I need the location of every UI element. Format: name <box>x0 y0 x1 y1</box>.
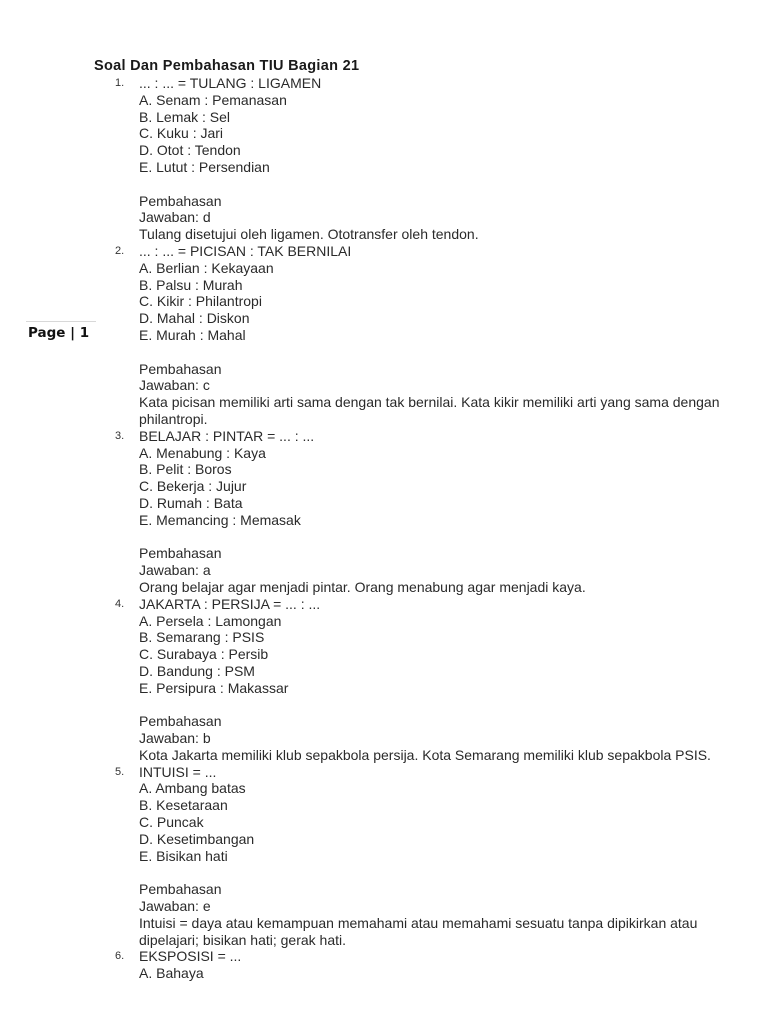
explanation-heading: Pembahasan <box>139 545 222 562</box>
question-number: 5. <box>115 765 125 778</box>
explanation-text: Orang belajar agar menjadi pintar. Orang menabung agar menjadi kaya. <box>139 578 586 595</box>
question-item <box>0 428 768 596</box>
answer-option: A. Senam : Pemanasan <box>139 91 287 108</box>
explanation-text: Intuisi = daya atau kemampuan memahami atau memahami sesuatu tanpa dipikirkan atau dipelajari; bisikan hati; gerak hati. <box>139 914 698 948</box>
explanation-text: Tulang disetujui oleh ligamen. Ototransfer oleh tendon. <box>139 226 479 243</box>
question-number: 1. <box>115 77 125 89</box>
question-number: 2. <box>115 244 125 257</box>
answer-option: B. Pelit : Boros <box>139 461 232 478</box>
answer-key: Jawaban: e <box>139 898 211 915</box>
question-list <box>0 75 768 982</box>
answer-option: D. Mahal : Diskon <box>139 310 250 327</box>
answer-option: A. Persela : Lamongan <box>139 612 282 629</box>
answer-option: C. Surabaya : Persib <box>139 646 269 663</box>
answer-option: D. Bandung : PSM <box>139 662 255 679</box>
answer-key: Jawaban: b <box>139 730 211 747</box>
answer-option: A. Berlian : Kekayaan <box>139 259 274 276</box>
answer-option: D. Kesetimbangan <box>139 830 255 847</box>
answer-option: C. Bekerja : Jujur <box>139 478 247 495</box>
answer-option: A. Menabung : Kaya <box>139 444 266 461</box>
question-item <box>0 596 768 764</box>
explanation-text: Kota Jakarta memiliki klub sepakbola persija. Kota Semarang memiliki klub sepakbola PSIS. <box>139 746 711 763</box>
answer-option: A. Bahaya <box>139 965 204 982</box>
question-item <box>0 764 768 949</box>
explanation-heading: Pembahasan <box>139 881 222 898</box>
answer-option: B. Palsu : Murah <box>139 276 243 293</box>
answer-key: Jawaban: a <box>139 562 211 579</box>
question-prompt: EKSPOSISI = ... <box>139 948 242 965</box>
answer-option: E. Bisikan hati <box>139 847 228 864</box>
explanation-heading: Pembahasan <box>139 713 222 730</box>
answer-key: Jawaban: c <box>139 377 210 394</box>
question-number: 4. <box>115 597 125 610</box>
document-title: Soal Dan Pembahasan TIU Bagian 21 <box>94 58 360 74</box>
question-number: 6. <box>115 950 125 963</box>
answer-option: E. Memancing : Memasak <box>139 511 301 528</box>
question-number: 3. <box>115 429 125 442</box>
question-item <box>0 75 768 243</box>
answer-option: E. Persipura : Makassar <box>139 679 289 696</box>
answer-option: C. Kuku : Jari <box>139 125 224 142</box>
answer-option: E. Murah : Mahal <box>139 326 246 343</box>
answer-option: B. Lemak : Sel <box>139 108 231 125</box>
question-prompt: INTUISI = ... <box>139 763 217 780</box>
answer-key: Jawaban: d <box>139 209 211 226</box>
question-item <box>0 948 768 982</box>
explanation-heading: Pembahasan <box>139 192 222 209</box>
answer-option: E. Lutut : Persendian <box>139 158 270 175</box>
answer-option: C. Kikir : Philantropi <box>139 293 262 310</box>
question-prompt: JAKARTA : PERSIJA = ... : ... <box>139 595 321 612</box>
answer-option: D. Otot : Tendon <box>139 142 241 159</box>
page-number-label: Page | 1 <box>28 325 90 341</box>
explanation-heading: Pembahasan <box>139 360 222 377</box>
explanation-text: Kata picisan memiliki arti sama dengan tak bernilai. Kata kikir memiliki arti yang sama dengan philantropi. <box>139 394 720 427</box>
answer-option: A. Ambang batas <box>139 780 246 797</box>
question-item <box>0 243 768 428</box>
question-prompt: ... : ... = TULANG : LIGAMEN <box>139 75 322 91</box>
question-prompt: ... : ... = PICISAN : TAK BERNILAI <box>139 242 352 259</box>
answer-option: D. Rumah : Bata <box>139 494 243 511</box>
answer-option: C. Puncak <box>139 814 204 831</box>
answer-option: B. Semarang : PSIS <box>139 629 265 646</box>
answer-option: B. Kesetaraan <box>139 797 228 814</box>
question-prompt: BELAJAR : PINTAR = ... : ... <box>139 427 315 444</box>
